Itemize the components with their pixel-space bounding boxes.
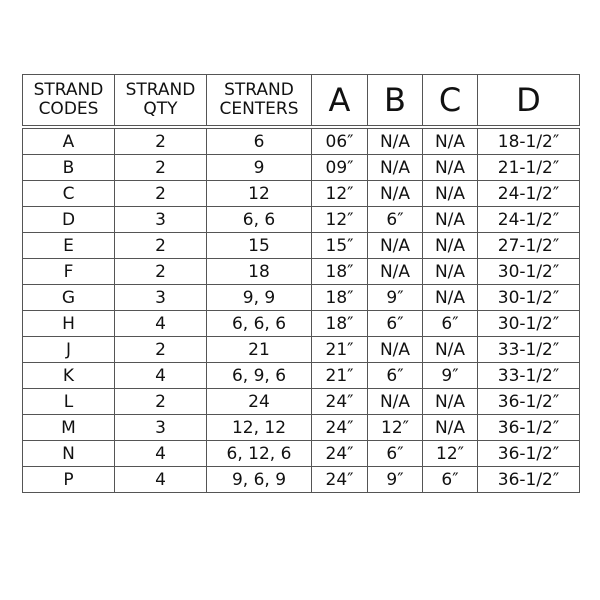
- strand-qty-cell: 3: [115, 415, 207, 441]
- strand-code-cell: L: [23, 389, 115, 415]
- table-row: [23, 363, 580, 389]
- header-line: STRAND: [33, 80, 104, 100]
- table-row: [23, 259, 580, 285]
- strand-qty-cell: 2: [115, 155, 207, 181]
- strand-qty-cell: 2: [115, 127, 207, 155]
- dim-b-cell: N/A: [368, 181, 423, 207]
- dim-c-cell: N/A: [423, 127, 478, 155]
- dim-a-cell: 18″: [312, 311, 368, 337]
- header-line: STRAND: [224, 80, 294, 100]
- table-row: [23, 127, 580, 155]
- strand-centers-cell: 15: [207, 233, 312, 259]
- dim-c-cell: N/A: [423, 337, 478, 363]
- dim-b-cell: 6″: [368, 311, 423, 337]
- table-header-row: [23, 75, 580, 128]
- dim-b-cell: N/A: [368, 259, 423, 285]
- dim-a-cell: 06″: [312, 127, 368, 155]
- strand-qty-cell: 4: [115, 363, 207, 389]
- strand-centers-cell: 6, 12, 6: [207, 441, 312, 467]
- dim-b-cell: 6″: [368, 441, 423, 467]
- strand-code-cell: E: [23, 233, 115, 259]
- strand-code-cell: K: [23, 363, 115, 389]
- strand-code-cell: N: [23, 441, 115, 467]
- header-d: D: [478, 75, 580, 128]
- dim-b-cell: N/A: [368, 337, 423, 363]
- strand-centers-cell: 12: [207, 181, 312, 207]
- dim-b-cell: N/A: [368, 127, 423, 155]
- dim-a-cell: 24″: [312, 389, 368, 415]
- dim-c-cell: 9″: [423, 363, 478, 389]
- dim-d-cell: 30-1/2″: [478, 311, 580, 337]
- dim-b-cell: 12″: [368, 415, 423, 441]
- dim-c-cell: N/A: [423, 233, 478, 259]
- dim-a-cell: 21″: [312, 337, 368, 363]
- dim-b-cell: N/A: [368, 233, 423, 259]
- strand-centers-cell: 9, 6, 9: [207, 467, 312, 493]
- table-row: [23, 441, 580, 467]
- table-row: [23, 389, 580, 415]
- dim-d-cell: 33-1/2″: [478, 363, 580, 389]
- strand-code-cell: A: [23, 127, 115, 155]
- dim-a-cell: 15″: [312, 233, 368, 259]
- strand-code-cell: P: [23, 467, 115, 493]
- header-line: STRAND: [125, 80, 196, 100]
- strand-spec-table: [22, 74, 580, 493]
- table-row: [23, 181, 580, 207]
- dim-c-cell: 12″: [423, 441, 478, 467]
- strand-qty-cell: 4: [115, 441, 207, 467]
- table-body: [23, 127, 580, 493]
- dim-d-cell: 33-1/2″: [478, 337, 580, 363]
- strand-qty-cell: 2: [115, 389, 207, 415]
- dim-a-cell: 24″: [312, 467, 368, 493]
- strand-qty-cell: 2: [115, 233, 207, 259]
- strand-code-cell: H: [23, 311, 115, 337]
- dim-c-cell: 6″: [423, 467, 478, 493]
- dim-b-cell: 9″: [368, 467, 423, 493]
- dim-a-cell: 18″: [312, 285, 368, 311]
- strand-qty-cell: 3: [115, 207, 207, 233]
- dim-b-cell: 6″: [368, 363, 423, 389]
- strand-qty-cell: 2: [115, 181, 207, 207]
- dim-d-cell: 21-1/2″: [478, 155, 580, 181]
- table-row: [23, 207, 580, 233]
- strand-code-cell: M: [23, 415, 115, 441]
- table-row: [23, 285, 580, 311]
- header-line: CENTERS: [219, 99, 299, 119]
- dim-d-cell: 18-1/2″: [478, 127, 580, 155]
- strand-centers-cell: 9: [207, 155, 312, 181]
- dim-b-cell: 9″: [368, 285, 423, 311]
- strand-qty-cell: 4: [115, 467, 207, 493]
- strand-code-cell: F: [23, 259, 115, 285]
- strand-qty-cell: 3: [115, 285, 207, 311]
- strand-code-cell: J: [23, 337, 115, 363]
- dim-b-cell: N/A: [368, 155, 423, 181]
- dim-c-cell: N/A: [423, 285, 478, 311]
- header-strand-centers: [207, 75, 312, 128]
- dim-b-cell: N/A: [368, 389, 423, 415]
- dim-d-cell: 27-1/2″: [478, 233, 580, 259]
- strand-centers-cell: 21: [207, 337, 312, 363]
- dim-a-cell: 24″: [312, 415, 368, 441]
- strand-qty-cell: 2: [115, 337, 207, 363]
- strand-centers-cell: 6: [207, 127, 312, 155]
- strand-code-cell: B: [23, 155, 115, 181]
- strand-qty-cell: 4: [115, 311, 207, 337]
- strand-centers-cell: 24: [207, 389, 312, 415]
- strand-centers-cell: 6, 6, 6: [207, 311, 312, 337]
- dim-a-cell: 09″: [312, 155, 368, 181]
- strand-centers-cell: 6, 9, 6: [207, 363, 312, 389]
- strand-centers-cell: 6, 6: [207, 207, 312, 233]
- header-c: C: [423, 75, 478, 128]
- table-row: [23, 155, 580, 181]
- dim-d-cell: 24-1/2″: [478, 207, 580, 233]
- dim-a-cell: 21″: [312, 363, 368, 389]
- strand-centers-cell: 9, 9: [207, 285, 312, 311]
- table-row: [23, 337, 580, 363]
- strand-code-cell: G: [23, 285, 115, 311]
- dim-d-cell: 36-1/2″: [478, 415, 580, 441]
- table-row: [23, 233, 580, 259]
- strand-code-cell: D: [23, 207, 115, 233]
- dim-d-cell: 36-1/2″: [478, 441, 580, 467]
- header-line: CODES: [38, 99, 99, 119]
- dim-b-cell: 6″: [368, 207, 423, 233]
- dim-a-cell: 12″: [312, 181, 368, 207]
- dim-c-cell: N/A: [423, 181, 478, 207]
- strand-centers-cell: 12, 12: [207, 415, 312, 441]
- dim-c-cell: N/A: [423, 155, 478, 181]
- dim-d-cell: 36-1/2″: [478, 467, 580, 493]
- header-a: A: [312, 75, 368, 128]
- header-line: QTY: [143, 99, 178, 119]
- dim-d-cell: 36-1/2″: [478, 389, 580, 415]
- dim-d-cell: 30-1/2″: [478, 285, 580, 311]
- dim-a-cell: 18″: [312, 259, 368, 285]
- dim-c-cell: N/A: [423, 389, 478, 415]
- dim-a-cell: 12″: [312, 207, 368, 233]
- dim-c-cell: N/A: [423, 207, 478, 233]
- strand-code-cell: C: [23, 181, 115, 207]
- strand-qty-cell: 2: [115, 259, 207, 285]
- table-row: [23, 467, 580, 493]
- dim-d-cell: 30-1/2″: [478, 259, 580, 285]
- header-b: B: [368, 75, 423, 128]
- table-row: [23, 311, 580, 337]
- dim-c-cell: N/A: [423, 259, 478, 285]
- header-strand-qty: [115, 75, 207, 128]
- table-row: [23, 415, 580, 441]
- header-strand-codes: [23, 75, 115, 128]
- dim-d-cell: 24-1/2″: [478, 181, 580, 207]
- dim-c-cell: N/A: [423, 415, 478, 441]
- dim-c-cell: 6″: [423, 311, 478, 337]
- dim-a-cell: 24″: [312, 441, 368, 467]
- strand-centers-cell: 18: [207, 259, 312, 285]
